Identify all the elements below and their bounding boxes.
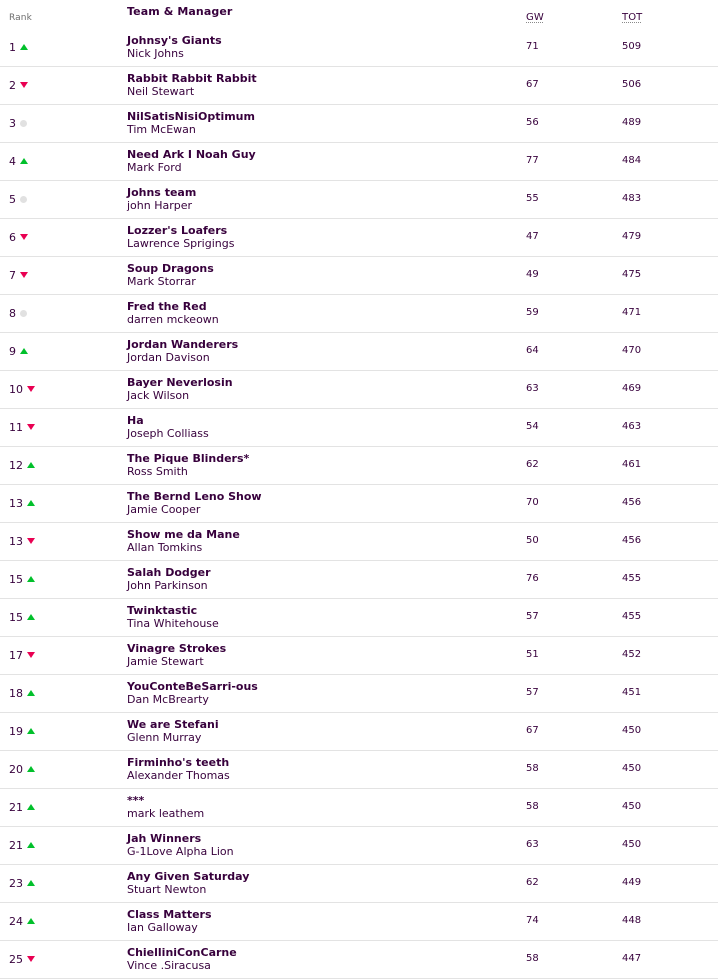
- total-points: 509: [622, 41, 642, 52]
- rank-number: 15: [9, 573, 23, 586]
- gameweek-points: 64: [526, 345, 539, 356]
- gameweek-points: 51: [526, 649, 539, 660]
- team-name-link[interactable]: ***: [127, 794, 145, 807]
- total-points: 450: [622, 763, 642, 774]
- team-name-link[interactable]: NilSatisNisiOptimum: [127, 110, 255, 123]
- gameweek-points: 63: [526, 383, 539, 394]
- rank-number: 13: [9, 497, 23, 510]
- rank-up-arrow-icon: [27, 462, 35, 468]
- team-name-link[interactable]: Need Ark I Noah Guy: [127, 148, 256, 161]
- rank-number: 5: [9, 193, 16, 206]
- rank-cell: [9, 611, 35, 624]
- rank-number: 13: [9, 535, 23, 548]
- table-row[interactable]: [0, 219, 718, 257]
- total-points: 484: [622, 155, 642, 166]
- team-name-link[interactable]: Firminho's teeth: [127, 756, 230, 769]
- rank-number: 10: [9, 383, 23, 396]
- team-name-link[interactable]: Jah Winners: [127, 832, 202, 845]
- rank-cell: [9, 725, 35, 738]
- rank-up-arrow-icon: [27, 728, 35, 734]
- total-points: 448: [622, 915, 642, 926]
- rank-number: 15: [9, 611, 23, 624]
- team-name-link[interactable]: The Pique Blinders*: [127, 452, 250, 465]
- manager-name: Joseph Colliass: [127, 427, 209, 440]
- table-row[interactable]: [0, 865, 718, 903]
- table-row[interactable]: [0, 523, 718, 561]
- rank-number: 18: [9, 687, 23, 700]
- rank-cell: [9, 193, 27, 206]
- manager-name: Mark Storrar: [127, 275, 196, 288]
- team-name-link[interactable]: Rabbit Rabbit Rabbit: [127, 72, 257, 85]
- table-row[interactable]: [0, 637, 718, 675]
- team-name-link[interactable]: Fred the Red: [127, 300, 207, 313]
- gameweek-points: 74: [526, 915, 539, 926]
- team-name-link[interactable]: Ha: [127, 414, 144, 427]
- team-name-link[interactable]: Johns team: [127, 186, 197, 199]
- gameweek-points: 57: [526, 611, 539, 622]
- table-row[interactable]: [0, 675, 718, 713]
- rank-cell: [9, 839, 35, 852]
- rank-up-arrow-icon: [27, 804, 35, 810]
- rank-number: 21: [9, 839, 23, 852]
- gameweek-points: 47: [526, 231, 539, 242]
- gameweek-points: 57: [526, 687, 539, 698]
- total-points: 506: [622, 79, 642, 90]
- rank-down-arrow-icon: [20, 234, 28, 240]
- team-name-link[interactable]: Salah Dodger: [127, 566, 211, 579]
- manager-name: Nick Johns: [127, 47, 184, 60]
- header-rank[interactable]: Rank: [9, 13, 32, 23]
- table-row[interactable]: [0, 295, 718, 333]
- manager-name: Stuart Newton: [127, 883, 207, 896]
- rank-number: 20: [9, 763, 23, 776]
- rank-cell: [9, 269, 28, 282]
- team-name-link[interactable]: Show me da Mane: [127, 528, 240, 541]
- total-points: 455: [622, 611, 642, 622]
- rank-number: 8: [9, 307, 16, 320]
- rank-cell: [9, 421, 35, 434]
- table-row[interactable]: [0, 599, 718, 637]
- rank-number: 24: [9, 915, 23, 928]
- manager-name: darren mckeown: [127, 313, 219, 326]
- rank-number: 9: [9, 345, 16, 358]
- total-points: 450: [622, 839, 642, 850]
- rank-down-arrow-icon: [27, 652, 35, 658]
- gameweek-points: 49: [526, 269, 539, 280]
- manager-name: Jamie Stewart: [127, 655, 204, 668]
- table-row[interactable]: [0, 371, 718, 409]
- total-points: 483: [622, 193, 642, 204]
- rank-cell: [9, 687, 35, 700]
- gameweek-points: 76: [526, 573, 539, 584]
- team-name-link[interactable]: Class Matters: [127, 908, 212, 921]
- table-row[interactable]: [0, 751, 718, 789]
- table-row[interactable]: [0, 105, 718, 143]
- manager-name: Ross Smith: [127, 465, 188, 478]
- rank-up-arrow-icon: [27, 880, 35, 886]
- gameweek-points: 58: [526, 801, 539, 812]
- gameweek-points: 62: [526, 877, 539, 888]
- table-row[interactable]: [0, 827, 718, 865]
- rank-number: 3: [9, 117, 16, 130]
- total-points: 451: [622, 687, 642, 698]
- total-points: 461: [622, 459, 642, 470]
- total-points: 450: [622, 801, 642, 812]
- rank-cell: [9, 497, 35, 510]
- rank-cell: [9, 117, 27, 130]
- table-row[interactable]: [0, 333, 718, 371]
- total-points: 471: [622, 307, 642, 318]
- team-name-link[interactable]: Any Given Saturday: [127, 870, 250, 883]
- manager-name: Glenn Murray: [127, 731, 202, 744]
- team-name-link[interactable]: Vinagre Strokes: [127, 642, 227, 655]
- header-total[interactable]: TOT: [622, 12, 643, 23]
- manager-name: Alexander Thomas: [127, 769, 230, 782]
- manager-name: Vince .Siracusa: [127, 959, 211, 972]
- manager-name: G-1Love Alpha Lion: [127, 845, 234, 858]
- rank-up-arrow-icon: [20, 44, 28, 50]
- table-row[interactable]: [0, 29, 718, 67]
- rank-up-arrow-icon: [27, 842, 35, 848]
- manager-name: Neil Stewart: [127, 85, 195, 98]
- total-points: 469: [622, 383, 642, 394]
- rank-cell: [9, 231, 28, 244]
- rank-cell: [9, 649, 35, 662]
- gameweek-points: 56: [526, 117, 539, 128]
- table-header: [0, 0, 718, 28]
- table-row[interactable]: [0, 67, 718, 105]
- rank-cell: [9, 535, 35, 548]
- rank-cell: [9, 801, 35, 814]
- rank-cell: [9, 763, 35, 776]
- rank-up-arrow-icon: [27, 576, 35, 582]
- rank-number: 11: [9, 421, 23, 434]
- manager-name: Jamie Cooper: [127, 503, 201, 516]
- table-row[interactable]: [0, 903, 718, 941]
- total-points: 470: [622, 345, 642, 356]
- rank-up-arrow-icon: [27, 500, 35, 506]
- rank-number: 6: [9, 231, 16, 244]
- table-row[interactable]: [0, 447, 718, 485]
- rank-number: 23: [9, 877, 23, 890]
- rank-down-arrow-icon: [27, 424, 35, 430]
- gameweek-points: 67: [526, 79, 539, 90]
- gameweek-points: 62: [526, 459, 539, 470]
- table-row[interactable]: [0, 409, 718, 447]
- rank-number: 25: [9, 953, 23, 966]
- manager-name: Mark Ford: [127, 161, 182, 174]
- gameweek-points: 54: [526, 421, 539, 432]
- rank-cell: [9, 155, 28, 168]
- gameweek-points: 70: [526, 497, 539, 508]
- total-points: 463: [622, 421, 642, 432]
- gameweek-points: 67: [526, 725, 539, 736]
- table-row[interactable]: [0, 789, 718, 827]
- rank-number: 7: [9, 269, 16, 282]
- rank-up-arrow-icon: [27, 918, 35, 924]
- manager-name: Allan Tomkins: [127, 541, 203, 554]
- rank-down-arrow-icon: [27, 386, 35, 392]
- rank-number: 4: [9, 155, 16, 168]
- team-name-link[interactable]: YouConteBeSarri-ous: [127, 680, 258, 693]
- table-row[interactable]: [0, 143, 718, 181]
- manager-name: Lawrence Sprigings: [127, 237, 235, 250]
- manager-name: mark leathem: [127, 807, 205, 820]
- gameweek-points: 55: [526, 193, 539, 204]
- total-points: 447: [622, 953, 642, 964]
- rank-cell: [9, 915, 35, 928]
- rank-up-arrow-icon: [20, 348, 28, 354]
- rank-cell: [9, 383, 35, 396]
- total-points: 450: [622, 725, 642, 736]
- rank-number: 12: [9, 459, 23, 472]
- total-points: 475: [622, 269, 642, 280]
- team-name-link[interactable]: Johnsy's Giants: [127, 34, 222, 47]
- rank-cell: [9, 79, 28, 92]
- team-name-link[interactable]: Lozzer's Loafers: [127, 224, 228, 237]
- manager-name: john Harper: [127, 199, 193, 212]
- header-gameweek[interactable]: GW: [526, 12, 544, 23]
- rank-cell: [9, 345, 28, 358]
- header-team-manager: Team & Manager: [127, 5, 233, 18]
- rank-down-arrow-icon: [20, 82, 28, 88]
- total-points: 479: [622, 231, 642, 242]
- rank-cell: [9, 307, 27, 320]
- standings-table: [0, 29, 718, 979]
- gameweek-points: 50: [526, 535, 539, 546]
- manager-name: Tim McEwan: [127, 123, 196, 136]
- team-name-link[interactable]: Jordan Wanderers: [127, 338, 239, 351]
- table-row[interactable]: [0, 181, 718, 219]
- team-name-link[interactable]: We are Stefani: [127, 718, 219, 731]
- rank-up-arrow-icon: [27, 614, 35, 620]
- table-row[interactable]: [0, 485, 718, 523]
- rank-cell: [9, 953, 35, 966]
- rank-cell: [9, 459, 35, 472]
- rank-cell: [9, 573, 35, 586]
- rank-cell: [9, 877, 35, 890]
- total-points: 449: [622, 877, 642, 888]
- rank-down-arrow-icon: [20, 272, 28, 278]
- total-points: 456: [622, 497, 642, 508]
- table-row[interactable]: [0, 713, 718, 751]
- rank-down-arrow-icon: [27, 538, 35, 544]
- gameweek-points: 71: [526, 41, 539, 52]
- gameweek-points: 58: [526, 763, 539, 774]
- team-name-link[interactable]: Soup Dragons: [127, 262, 214, 275]
- manager-name: Jack Wilson: [127, 389, 190, 402]
- total-points: 452: [622, 649, 642, 660]
- rank-up-arrow-icon: [27, 766, 35, 772]
- manager-name: John Parkinson: [127, 579, 208, 592]
- table-row[interactable]: [0, 257, 718, 295]
- gameweek-points: 59: [526, 307, 539, 318]
- table-row[interactable]: [0, 941, 718, 979]
- rank-unchanged-dot-icon: [20, 120, 27, 127]
- rank-number: 17: [9, 649, 23, 662]
- manager-name: Tina Whitehouse: [127, 617, 219, 630]
- rank-number: 1: [9, 41, 16, 54]
- rank-number: 21: [9, 801, 23, 814]
- rank-unchanged-dot-icon: [20, 196, 27, 203]
- rank-number: 2: [9, 79, 16, 92]
- manager-name: Ian Galloway: [127, 921, 198, 934]
- gameweek-points: 77: [526, 155, 539, 166]
- team-name-link[interactable]: ChielliniConCarne: [127, 946, 237, 959]
- total-points: 489: [622, 117, 642, 128]
- rank-down-arrow-icon: [27, 956, 35, 962]
- rank-number: 19: [9, 725, 23, 738]
- rank-up-arrow-icon: [27, 690, 35, 696]
- total-points: 456: [622, 535, 642, 546]
- team-name-link[interactable]: The Bernd Leno Show: [127, 490, 262, 503]
- manager-name: Dan McBrearty: [127, 693, 209, 706]
- team-name-link[interactable]: Twinktastic: [127, 604, 198, 617]
- gameweek-points: 63: [526, 839, 539, 850]
- rank-cell: [9, 41, 28, 54]
- table-row[interactable]: [0, 561, 718, 599]
- manager-name: Jordan Davison: [127, 351, 210, 364]
- gameweek-points: 58: [526, 953, 539, 964]
- team-name-link[interactable]: Bayer Neverlosin: [127, 376, 233, 389]
- rank-unchanged-dot-icon: [20, 310, 27, 317]
- total-points: 455: [622, 573, 642, 584]
- rank-up-arrow-icon: [20, 158, 28, 164]
